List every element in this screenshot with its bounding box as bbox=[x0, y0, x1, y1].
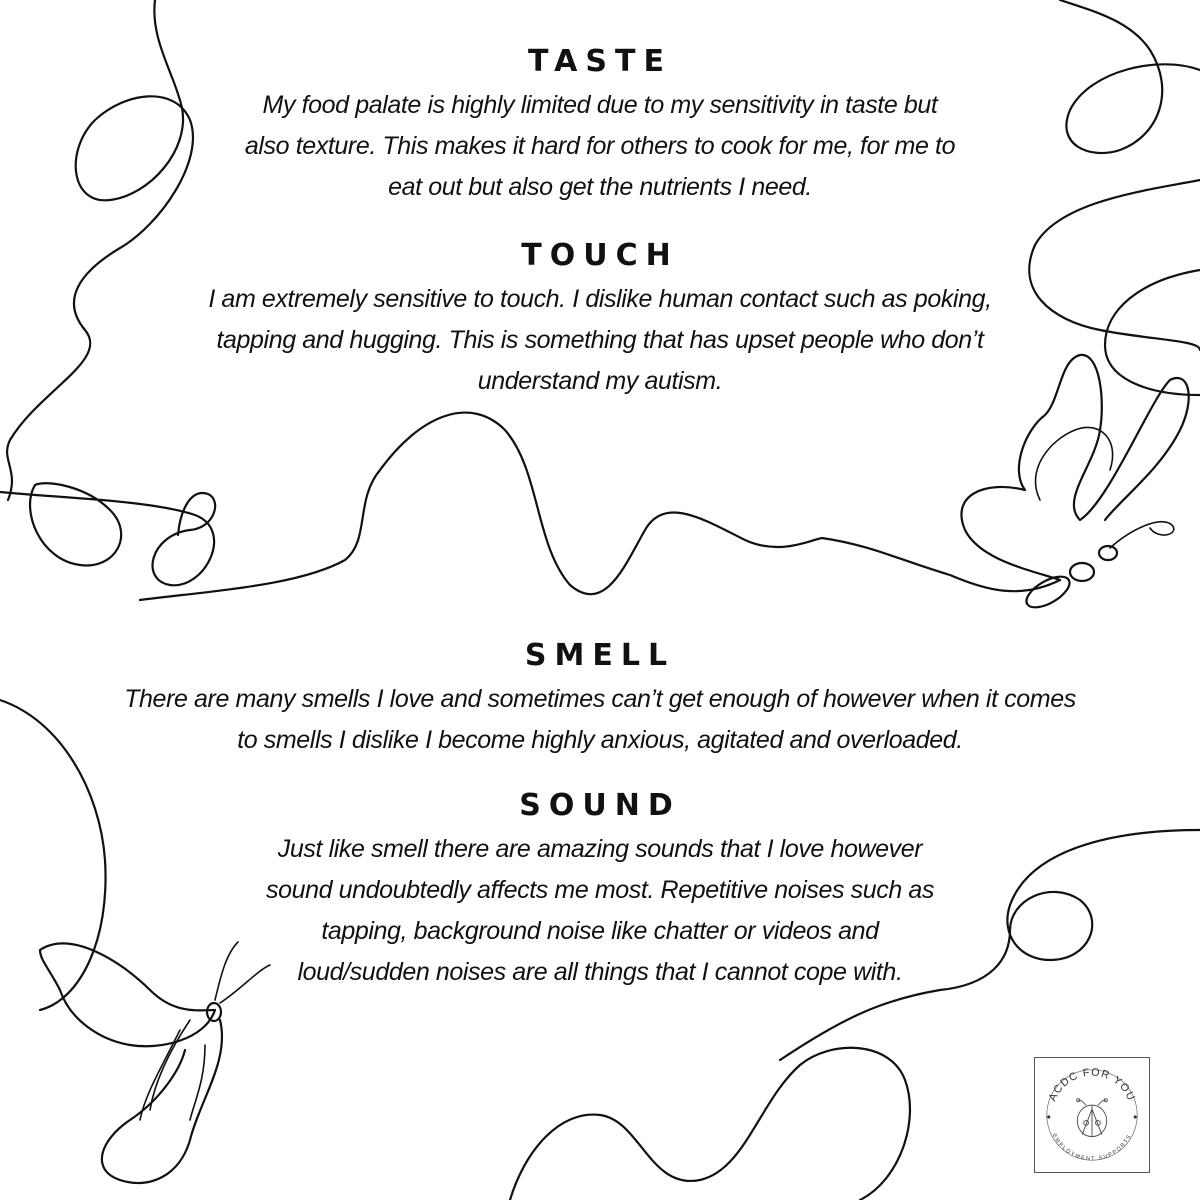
sound-section bbox=[0, 788, 1200, 993]
sound-line: tapping, background noise like chatter or videos and bbox=[321, 917, 879, 945]
bottom-wave bbox=[510, 1048, 910, 1200]
taste-line: My food palate is highly limited due to my sensitivity in taste but bbox=[262, 91, 938, 119]
right-butterfly-body-2 bbox=[1070, 563, 1094, 581]
taste-line: eat out but also get the nutrients I need. bbox=[388, 173, 812, 201]
logo-top-text: ACDC FOR YOU bbox=[1046, 1066, 1138, 1104]
touch-line: understand my autism. bbox=[477, 367, 723, 395]
touch-text bbox=[0, 279, 1200, 402]
taste-text bbox=[0, 85, 1200, 208]
touch-line: I am extremely sensitive to touch. I dislike human contact such as poking, bbox=[208, 285, 992, 313]
sound-line: Just like smell there are amazing sounds that I love however bbox=[277, 835, 923, 863]
smell-section bbox=[0, 638, 1200, 761]
right-butterfly-antenna bbox=[1110, 522, 1174, 548]
smell-line: to smells I dislike I become highly anxious, agitated and overloaded. bbox=[237, 726, 963, 754]
touch-line: tapping and hugging. This is something that has upset people who don’t bbox=[216, 326, 984, 354]
sound-heading: SOUND bbox=[519, 788, 681, 823]
taste-line: also texture. This makes it hard for others to cook for me, for me to bbox=[244, 132, 956, 160]
middle-wave bbox=[140, 413, 1060, 600]
taste-section bbox=[0, 44, 1200, 208]
taste-heading: TASTE bbox=[528, 44, 672, 79]
logo-badge bbox=[1035, 1058, 1149, 1172]
touch-section bbox=[0, 238, 1200, 402]
sound-line: loud/sudden noises are all things that I cannot cope with. bbox=[297, 958, 903, 986]
touch-heading: TOUCH bbox=[521, 238, 679, 273]
ladybug-icon bbox=[1077, 1099, 1108, 1137]
sound-text bbox=[0, 829, 1200, 993]
acdc-logo bbox=[1034, 1057, 1150, 1173]
mid-left-loops bbox=[0, 492, 215, 585]
smell-text bbox=[0, 679, 1200, 761]
right-butterfly-body-1 bbox=[1099, 546, 1117, 560]
sound-line: sound undoubtedly affects me most. Repetitive noises such as bbox=[265, 876, 935, 904]
smell-line: There are many smells I love and sometimes can’t get enough of however when it comes bbox=[124, 685, 1076, 713]
right-butterfly-inner bbox=[1035, 427, 1112, 500]
smell-heading: SMELL bbox=[524, 638, 676, 673]
logo-bottom-text: EMPLOYMENT SUPPORTS bbox=[1050, 1133, 1134, 1163]
